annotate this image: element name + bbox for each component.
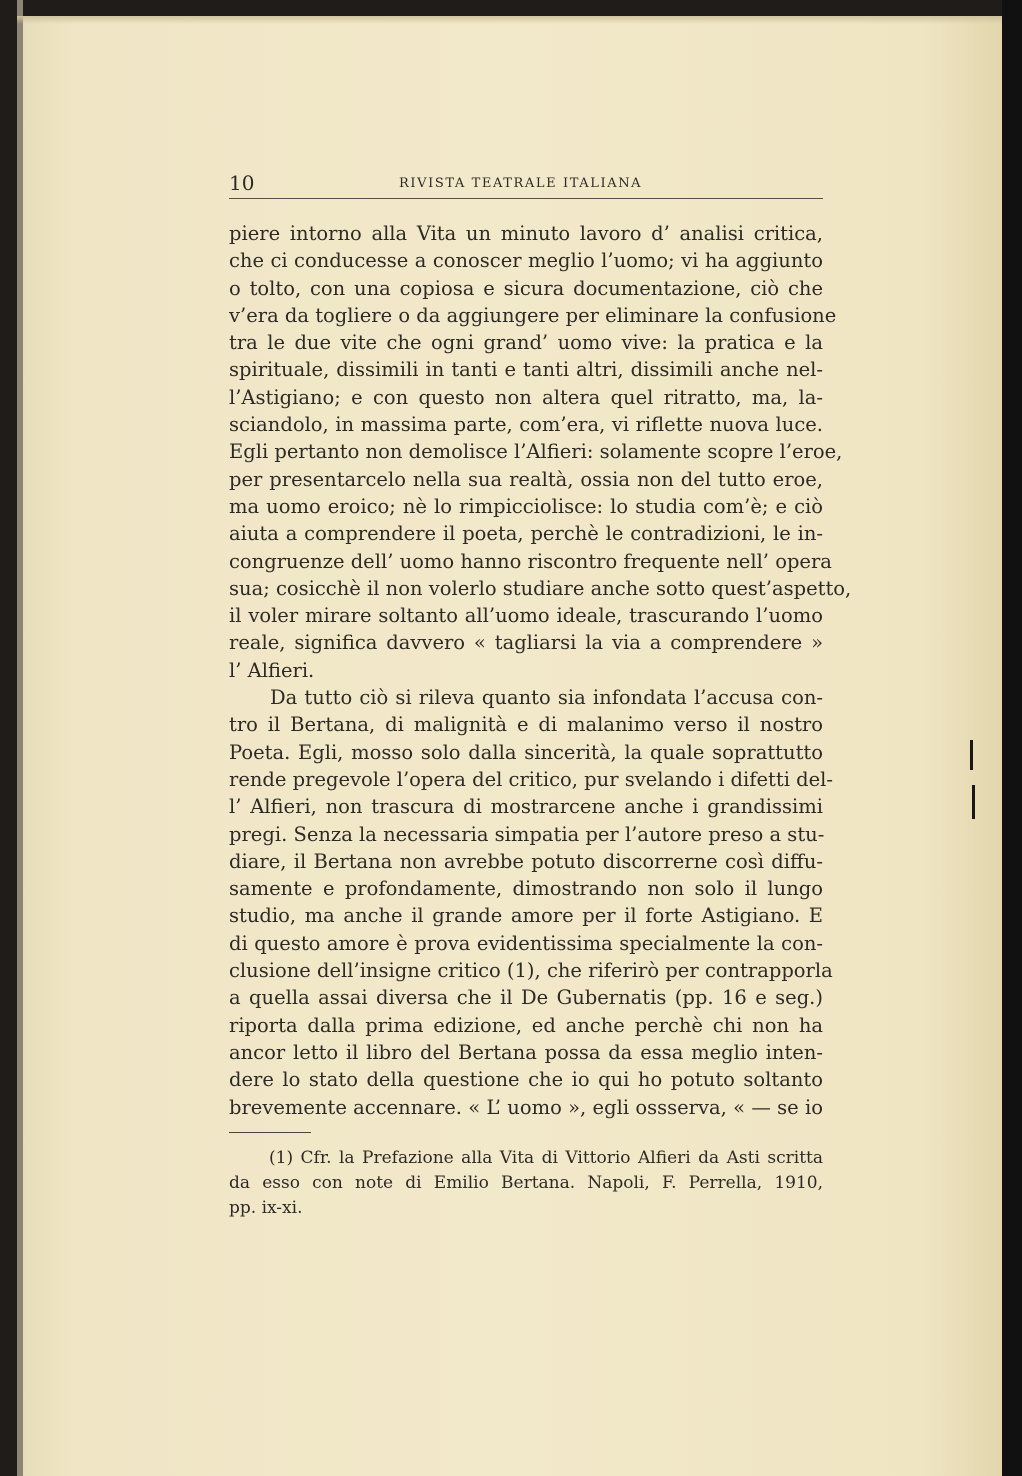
text-line: samente e profondamente, dimostrando non solo il lungo: [229, 877, 823, 901]
text-line: pregi. Senza la necessaria simpatia per l’autore preso a stu-: [229, 822, 825, 846]
text-line: il voler mirare soltanto all’uomo ideale, trascurando l’uomo: [229, 604, 823, 628]
text-line: brevemente accennare. « L’ uomo », egli ossserva, « — se io: [229, 1095, 823, 1119]
footnote-line: da esso con note di Emilio Bertana. Napoli, F. Perrella, 1910,: [229, 1173, 823, 1193]
journal-title: RIVISTA TEATRALE ITALIANA: [399, 176, 643, 191]
text-line: per presentarcelo nella sua realtà, ossia non del tutto eroe,: [229, 467, 823, 491]
text-line: dere lo stato della questione che io qui ho potuto soltanto: [229, 1068, 823, 1092]
page-top-shadow: [17, 16, 1002, 24]
footnote-line: (1) Cfr. la Prefazione alla Vita di Vittorio Alfieri da Asti scritta: [269, 1148, 823, 1168]
text-line: che ci conducesse a conoscer meglio l’uomo; vi ha aggiunto: [229, 249, 823, 273]
paragraph-end-line: l’ Alfieri.: [229, 658, 315, 682]
footnote: [229, 1146, 823, 1221]
text-line: ma uomo eroico; nè lo rimpicciolisce: lo studia com’è; e ciò: [229, 494, 823, 518]
running-head: [229, 172, 823, 199]
text-line: di questo amore è prova evidentissima specialmente la con-: [229, 931, 823, 955]
text-line: Egli pertanto non demolisce l’Alfieri: solamente scopre l’eroe,: [229, 440, 843, 464]
text-line: spirituale, dissimili in tanti e tanti altri, dissimili anche nel-: [229, 358, 823, 382]
text-line: a quella assai diversa che il De Gubernatis (pp. 16 e seg.): [229, 986, 823, 1010]
body-text: [229, 220, 852, 1121]
page-number: 10: [229, 171, 255, 195]
scan-border: [1002, 0, 1022, 1476]
text-line: diare, il Bertana non avrebbe potuto discorrerne così diffu-: [229, 849, 823, 873]
text-line: congruenze dell’ uomo hanno riscontro frequente nell’ opera: [229, 549, 832, 573]
binding-edge: [17, 0, 23, 1476]
text-line: riporta dalla prima edizione, ed anche perchè chi non ha: [229, 1013, 823, 1037]
text-line: Poeta. Egli, mosso solo dalla sincerità, la quale soprattutto: [229, 740, 823, 764]
text-line: l’ Alfieri, non trascura di mostrarcene anche i grandissimi: [229, 795, 823, 819]
text-line: v’era da togliere o da aggiungere per eliminare la confusione: [229, 303, 837, 327]
text-line: aiuta a comprendere il poeta, perchè le contradizioni, le in-: [229, 522, 823, 546]
footnote-rule: [229, 1132, 311, 1133]
paragraph-start-line: Da tutto ciò si rileva quanto sia infondata l’accusa con-: [270, 686, 823, 710]
margin-mark: [970, 740, 973, 770]
text-line: rende pregevole l’opera del critico, pur svelando i difetti del-: [229, 767, 833, 791]
text-line: sciandolo, in massima parte, com’era, vi riflette nuova luce.: [229, 413, 823, 437]
text-line: piere intorno alla Vita un minuto lavoro d’ analisi critica,: [229, 222, 823, 245]
footnote-line: pp. ix-xi.: [229, 1198, 303, 1218]
text-line: studio, ma anche il grande amore per il forte Astigiano. E: [229, 904, 823, 928]
text-line: ancor letto il libro del Bertana possa da essa meglio inten-: [229, 1040, 823, 1064]
text-line: l’Astigiano; e con questo non altera quel ritratto, ma, la-: [229, 385, 823, 409]
text-line: sua; cosicchè il non volerlo studiare anche sotto quest’aspetto,: [229, 576, 852, 600]
text-line: tro il Bertana, di malignità e di malanimo verso il nostro: [229, 713, 823, 737]
text-line: clusione dell’insigne critico (1), che riferirò per contrapporla: [229, 959, 833, 983]
margin-mark: [972, 785, 975, 819]
text-line: reale, significa davvero « tagliarsi la via a comprendere »: [229, 631, 823, 655]
text-line: tra le due vite che ogni grand’ uomo vive: la pratica e la: [229, 331, 823, 355]
text-line: o tolto, con una copiosa e sicura documentazione, ciò che: [229, 276, 823, 300]
